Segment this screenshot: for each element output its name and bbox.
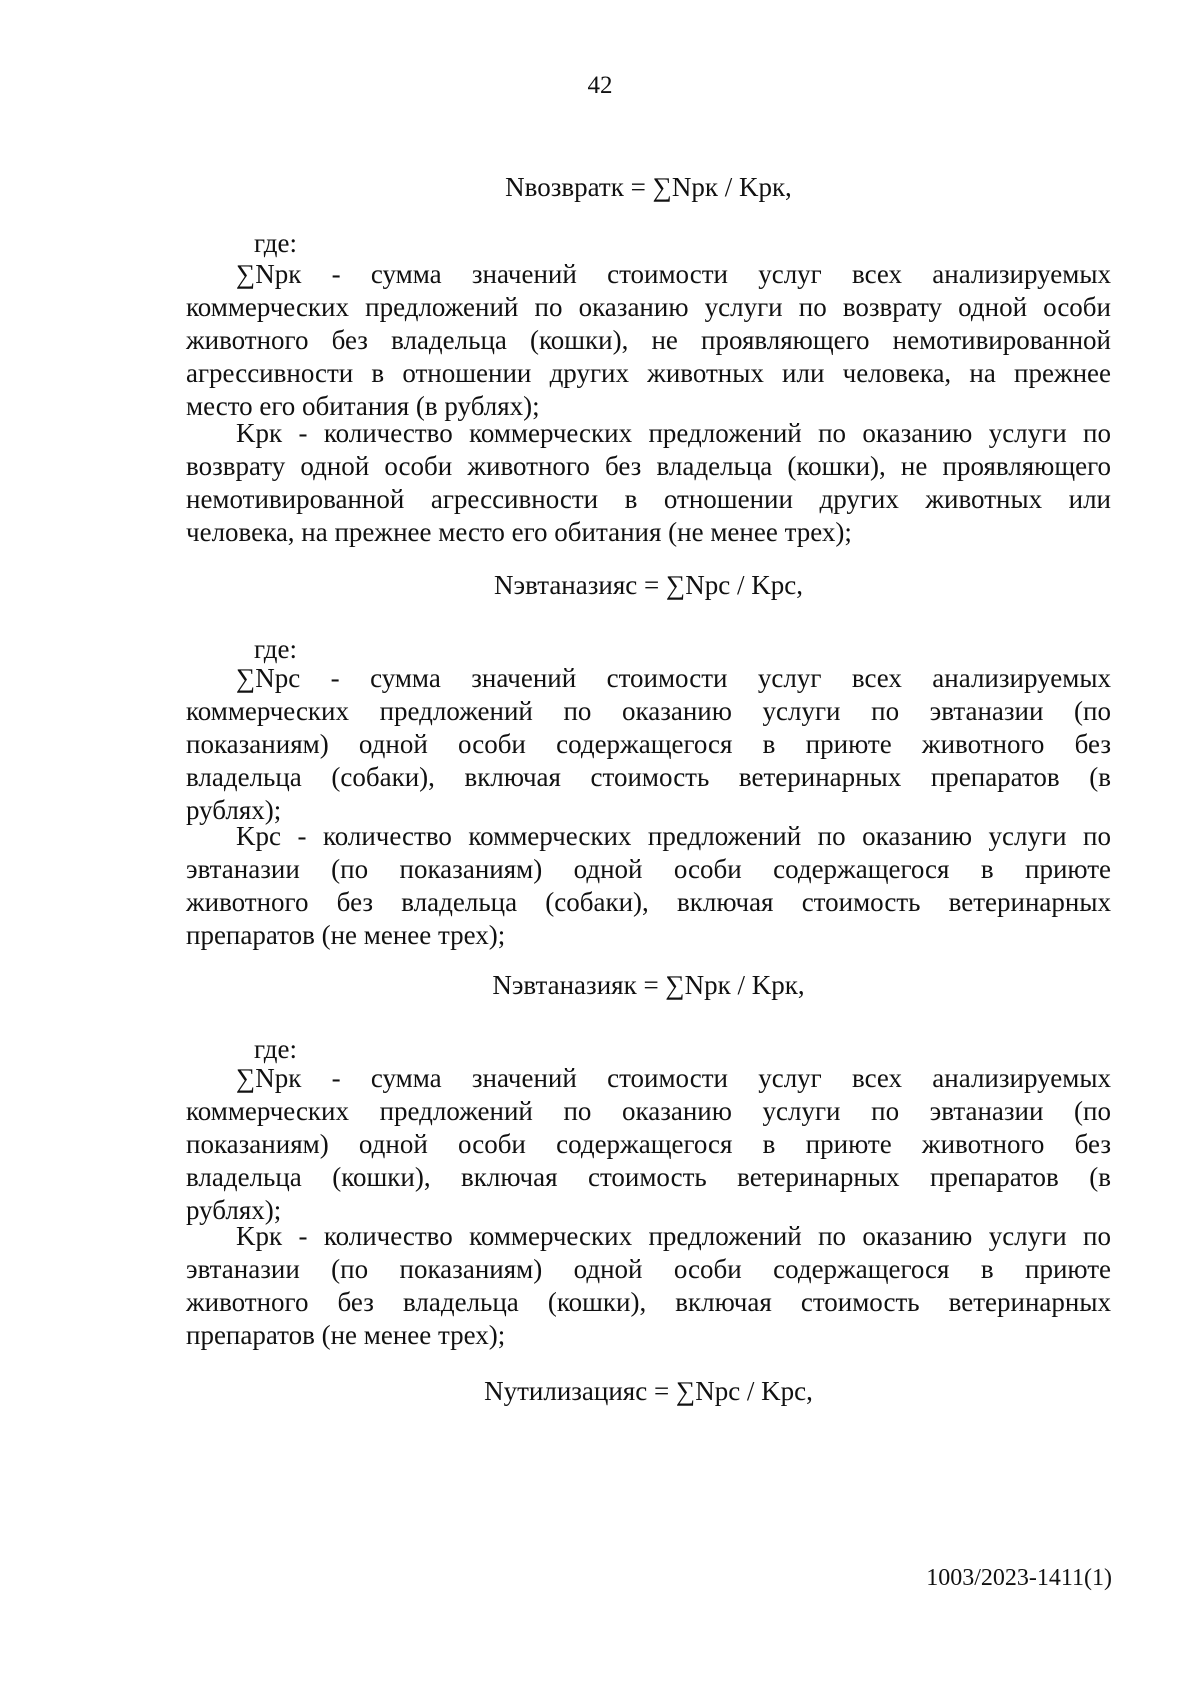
definition-sum-return-cats	[186, 258, 1111, 423]
text-line: показаниям) одной особи содержащегося в приюте животного без	[186, 729, 1111, 759]
text-line: коммерческих предложений по оказанию услуги по возврату одной особи	[186, 292, 1111, 322]
text-line: Kpс - количество коммерческих предложений по оказанию услуги по	[236, 821, 1111, 851]
text-line: агрессивности в отношении других животных или человека, на прежнее	[186, 358, 1111, 388]
definition-sum-euthanasia-dogs	[186, 662, 1111, 827]
text-line: возврату одной особи животного без владельца (кошки), не проявляющего	[186, 451, 1111, 481]
where-label: где:	[254, 1034, 297, 1064]
formula-euthanasia-dogs: Nэвтаназияс = ∑Npс / Kpс,	[494, 570, 803, 600]
text-line: немотивированной агрессивности в отношении других животных или	[186, 484, 1111, 514]
text-line: ∑Npс - сумма значений стоимости услуг всех анализируемых	[236, 663, 1111, 693]
text-line: препаратов (не менее трех);	[186, 1320, 506, 1350]
text-line: рублях);	[186, 1195, 282, 1225]
text-line: животного без владельца (собаки), включая стоимость ветеринарных	[186, 887, 1111, 917]
document-code: 1003/2023-1411(1)	[926, 1565, 1112, 1591]
text-line: человека, на прежнее место его обитания (не менее трех);	[186, 517, 852, 547]
text-line: препаратов (не менее трех);	[186, 920, 506, 950]
text-line: коммерческих предложений по оказанию услуги по эвтаназии (по	[186, 1096, 1111, 1126]
where-label: где:	[254, 228, 297, 258]
text-line: Kpк - количество коммерческих предложений по оказанию услуги по	[236, 1221, 1111, 1251]
definition-count-euthanasia-dogs	[186, 820, 1111, 952]
text-line: эвтаназии (по показаниям) одной особи содержащегося в приюте	[186, 854, 1111, 884]
text-line: место его обитания (в рублях);	[186, 391, 540, 421]
definition-sum-euthanasia-cats	[186, 1062, 1111, 1227]
page-number: 42	[587, 72, 613, 99]
text-line: рублях);	[186, 795, 282, 825]
text-line: владельца (кошки), включая стоимость ветеринарных препаратов (в	[186, 1162, 1111, 1192]
formula-disposal-dogs: Nутилизацияс = ∑Npс / Kpс,	[484, 1376, 813, 1406]
text-line: животного без владельца (кошки), не проявляющего немотивированной	[186, 325, 1111, 355]
formula-return-cats: Nвозвратк = ∑Npк / Kpк,	[505, 172, 792, 202]
definition-count-euthanasia-cats	[186, 1220, 1111, 1352]
text-line: ∑Npк - сумма значений стоимости услуг всех анализируемых	[236, 259, 1111, 289]
text-line: владельца (собаки), включая стоимость ветеринарных препаратов (в	[186, 762, 1111, 792]
text-line: эвтаназии (по показаниям) одной особи содержащегося в приюте	[186, 1254, 1111, 1284]
definition-count-return-cats	[186, 417, 1111, 549]
where-label: где:	[254, 634, 297, 664]
text-line: коммерческих предложений по оказанию услуги по эвтаназии (по	[186, 696, 1111, 726]
text-line: показаниям) одной особи содержащегося в приюте животного без	[186, 1129, 1111, 1159]
text-line: животного без владельца (кошки), включая стоимость ветеринарных	[186, 1287, 1111, 1317]
text-line: Kpк - количество коммерческих предложений по оказанию услуги по	[236, 418, 1111, 448]
text-line: ∑Npк - сумма значений стоимости услуг всех анализируемых	[236, 1063, 1111, 1093]
formula-euthanasia-cats: Nэвтаназияк = ∑Npк / Kpк,	[492, 970, 805, 1000]
